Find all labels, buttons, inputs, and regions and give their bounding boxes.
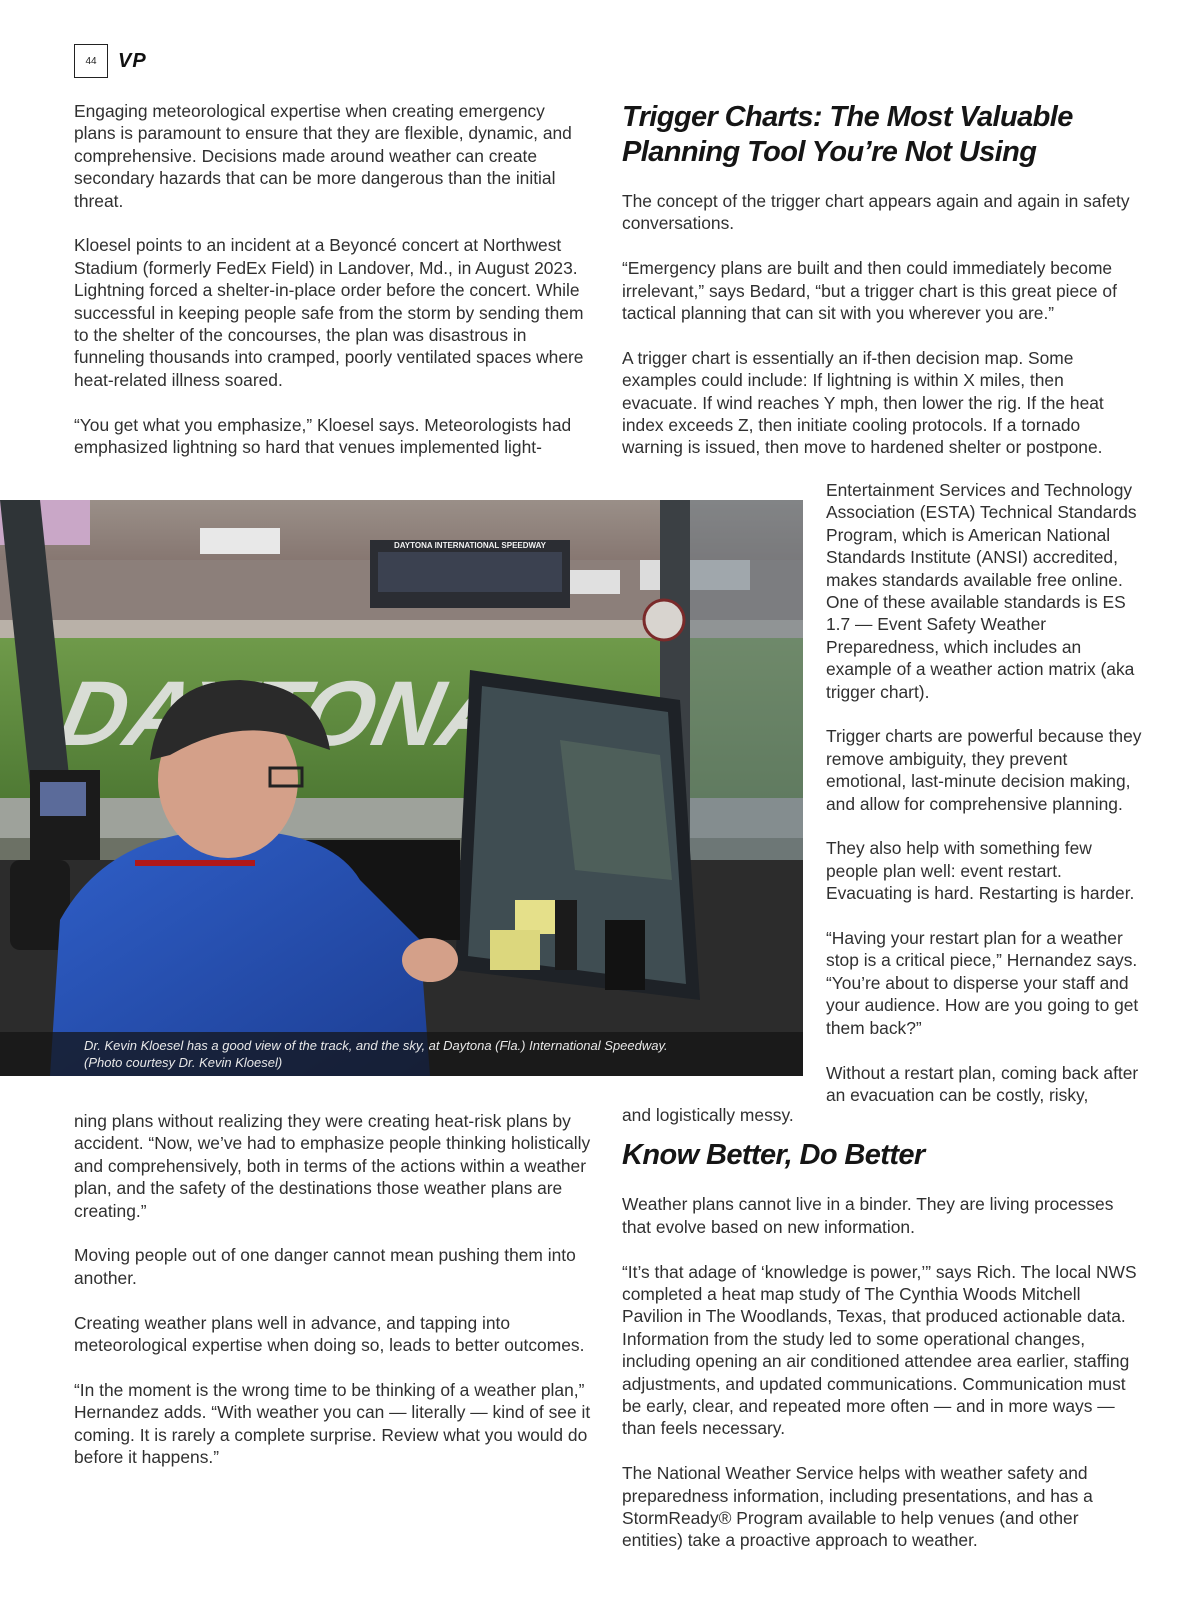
paragraph: and logistically messy.	[622, 1105, 794, 1125]
photo-caption	[0, 1032, 803, 1076]
paragraph: Entertainment Services and Technology Association (ESTA) Technical Standards Program, which is American National Standards Institute (ANSI) accredited, makes standards available free online. One of these available standards is ES 1.7 — Event Safety Weather Preparedness, which includes an example of a weather action matrix (aka trigger chart).	[826, 480, 1137, 702]
paragraph: ning plans without realizing they were creating heat-risk plans by accident. “Now, we’ve had to emphasize people thinking holistically and comprehensively, both in terms of the actions within a weather plan, and the safety of the destinations those weather plans are creating.”	[74, 1111, 591, 1221]
paragraph: “Having your restart plan for a weather stop is a critical piece,” Hernandez says. “You’re about to disperse your staff and your audience. How are you going to get them back?”	[826, 928, 1139, 1038]
right-column-top	[622, 100, 1142, 459]
photo-illustration	[0, 500, 803, 1076]
paragraph: “You get what you emphasize,” Kloesel says. Meteorologists had emphasized lightning so hard that venues implemented light-	[74, 414, 572, 458]
page-number: 44	[74, 44, 108, 78]
scoreboard-text: DAYTONA INTERNATIONAL SPEEDWAY	[393, 541, 547, 550]
paragraph: Engaging meteorological expertise when creating emergency plans is paramount to ensure that they are flexible, dynamic, and comprehensive. Decisions made around weather can create secondary hazards that can be more dangerous than the initial threat.	[74, 101, 572, 211]
right-column-bottom	[622, 1104, 1142, 1552]
paragraph: A trigger chart is essentially an if-then decision map. Some examples could include: If lightning is within X miles, then evacuate. If wind reaches Y mph, then lower the rig. If the heat index exceeds Z, then initiate cooling protocols. If a tornado warning is issued, then move to hardened shelter or postpone.	[622, 347, 1104, 458]
paragraph: They also help with something few people plan well: event restart. Evacuating is hard. Restarting is harder.	[826, 838, 1135, 904]
paragraph: Creating weather plans well in advance, and tapping into meteorological expertise when doing so, leads to better outcomes.	[74, 1312, 585, 1356]
paragraph: “It’s that adage of ‘knowledge is power,’” says Rich. The local NWS completed a heat map study of The Cynthia Woods Mitchell Pavilion in The Woodlands, Texas, that produced actionable data. Information from the study led to some operational changes, including opening an air conditioned attendee area earlier, staffing adjustments, and updated communications. Communication must be early, clear, and repeated more often — and in more ways — than feels necessary.	[622, 1261, 1137, 1439]
brand-logo: VP	[118, 49, 147, 72]
paragraph: Without a restart plan, coming back after an evacuation can be costly, risky,	[826, 1062, 1139, 1105]
right-column-wrap	[826, 479, 1144, 1106]
paragraph: “In the moment is the wrong time to be thinking of a weather plan,” Hernandez adds. “With weather you can — literally — kind of see it coming. It is rarely a complete surprise. Review what you would do before it happens.”	[74, 1379, 591, 1468]
left-column-top	[74, 100, 584, 458]
caption-credit: (Photo courtesy Dr. Kevin Kloesel)	[84, 1055, 283, 1070]
caption-line: Dr. Kevin Kloesel has a good view of the track, and the sky, at Daytona (Fla.) International Speedway.	[84, 1038, 668, 1053]
paragraph: Moving people out of one danger cannot mean pushing them into another.	[74, 1245, 576, 1288]
paragraph: Trigger charts are powerful because they remove ambiguity, they prevent emotional, last-minute decision making, and allow for comprehensive planning.	[826, 726, 1142, 814]
left-column-bottom	[74, 1110, 594, 1468]
photo-daytona-booth	[0, 500, 803, 1076]
paragraph: The concept of the trigger chart appears again and again in safety conversations.	[622, 191, 1130, 234]
section-heading: Know Better, Do Better	[622, 1139, 925, 1172]
page-header	[74, 43, 147, 79]
section-heading: Trigger Charts: The Most Valuable Planning Tool You’re Not Using	[622, 101, 1073, 168]
paragraph: The National Weather Service helps with weather safety and preparedness information, including presentations, and has a StormReady® Program available to help venues (and other entities) take a proactive approach to weather.	[622, 1463, 1093, 1551]
paragraph: Kloesel points to an incident at a Beyoncé concert at Northwest Stadium (formerly FedEx Field) in Landover, Md., in August 2023. Lightning forced a shelter-in-place order before the concert. While successful in keeping people safe from the storm by sending them to the shelter of the concourses, the plan was disastrous in funneling thousands into cramped, poorly ventilated spaces where heat-related illness soared.	[74, 235, 584, 390]
paragraph: “Emergency plans are built and then could immediately become irrelevant,” says Bedard, “but a trigger chart is this great piece of tactical planning that can sit with you wherever you are.”	[622, 258, 1117, 324]
paragraph: Weather plans cannot live in a binder. They are living processes that evolve based on new information.	[622, 1194, 1114, 1237]
